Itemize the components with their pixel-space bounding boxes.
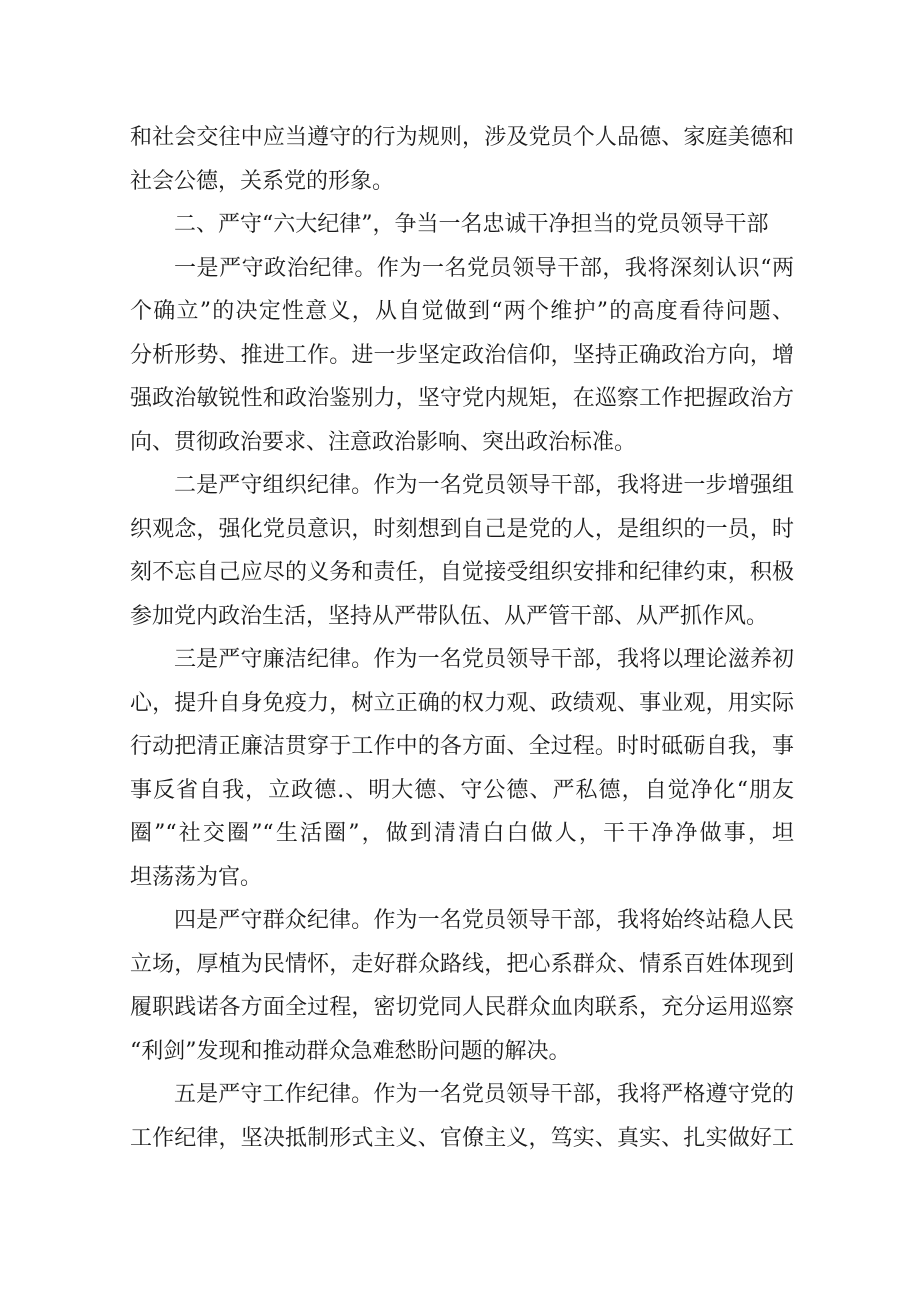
text-line: 事反省自我，立政德.、明大德、守公德、严私德，自觉净化“朋友 <box>130 777 794 803</box>
paragraph-integrity-discipline <box>130 638 794 899</box>
text-line: 履职践诺各方面全过程，密切党同人民群众血肉联系，充分运用巡察 <box>130 995 794 1020</box>
text-line: 个确立”的决定性意义，从自觉做到“两个维护”的高度看待问题、 <box>130 299 794 324</box>
text-line: 立场，厚植为民情怀，走好群众路线，把心系群众、情系百姓体现到 <box>130 951 794 977</box>
text-line: 心，提升自身免疫力，树立正确的权力观、政绩观、事业观，用实际 <box>130 690 794 716</box>
text-line: 刻不忘自己应尽的义务和责任，自觉接受组织安排和纪律约束，积极 <box>130 560 794 585</box>
paragraph-intro-continued <box>130 116 794 203</box>
section-heading-six-disciplines <box>130 203 794 247</box>
text-line: 一是严守政治纪律。作为一名党员领导干部，我将深刻认识“两 <box>174 255 794 281</box>
paragraph-organizational-discipline <box>130 464 794 638</box>
text-line: 强政治敏锐性和政治鉴别力，坚守党内规矩，在巡察工作把握政治方 <box>130 386 794 411</box>
paragraph-mass-discipline <box>130 899 794 1073</box>
text-line: 分析形势、推进工作。进一步坚定政治信仰，坚持正确政治方向，增 <box>130 342 794 368</box>
text-line: 行动把清正廉洁贯穿于工作中的各方面、全过程。时时砥砺自我，事 <box>130 734 794 759</box>
paragraph-work-discipline <box>130 1073 794 1160</box>
text-line: 三是严守廉洁纪律。作为一名党员领导干部，我将以理论滋养初 <box>174 647 794 672</box>
text-line: 织观念，强化党员意识，时刻想到自己是党的人，是组织的一员，时 <box>130 516 794 542</box>
text-line: 五是严守工作纪律。作为一名党员领导干部，我将严格遵守党的 <box>174 1082 794 1107</box>
text-line: “利剑”发现和推动群众急难愁盼问题的解决。 <box>130 1038 571 1064</box>
document-body <box>130 116 794 1160</box>
text-line: 二是严守组织纪律。作为一名党员领导干部，我将进一步增强组 <box>174 473 794 498</box>
section-heading-text: 二、严守“六大纪律”，争当一名忠诚干净担当的党员领导干部 <box>174 212 769 237</box>
text-line: 社会公德，关系党的形象。 <box>130 168 395 194</box>
text-line: 坦荡荡为官。 <box>130 864 263 890</box>
paragraph-political-discipline <box>130 247 794 465</box>
text-line: 参加党内政治生活，坚持从严带队伍、从严管干部、从严抓作风。 <box>130 603 769 629</box>
text-line: 圈”“社交圈”“生活圈”，做到清清白白做人，干干净净做事，坦 <box>130 821 794 846</box>
text-line: 和社会交往中应当遵守的行为规则，涉及党员个人品德、家庭美德和 <box>130 125 794 150</box>
text-line: 向、贯彻政治要求、注意政治影响、突出政治标准。 <box>130 429 637 455</box>
text-line: 四是严守群众纪律。作为一名党员领导干部，我将始终站稳人民 <box>174 908 794 933</box>
text-line: 工作纪律，坚决抵制形式主义、官僚主义，笃实、真实、扎实做好工 <box>130 1125 794 1151</box>
